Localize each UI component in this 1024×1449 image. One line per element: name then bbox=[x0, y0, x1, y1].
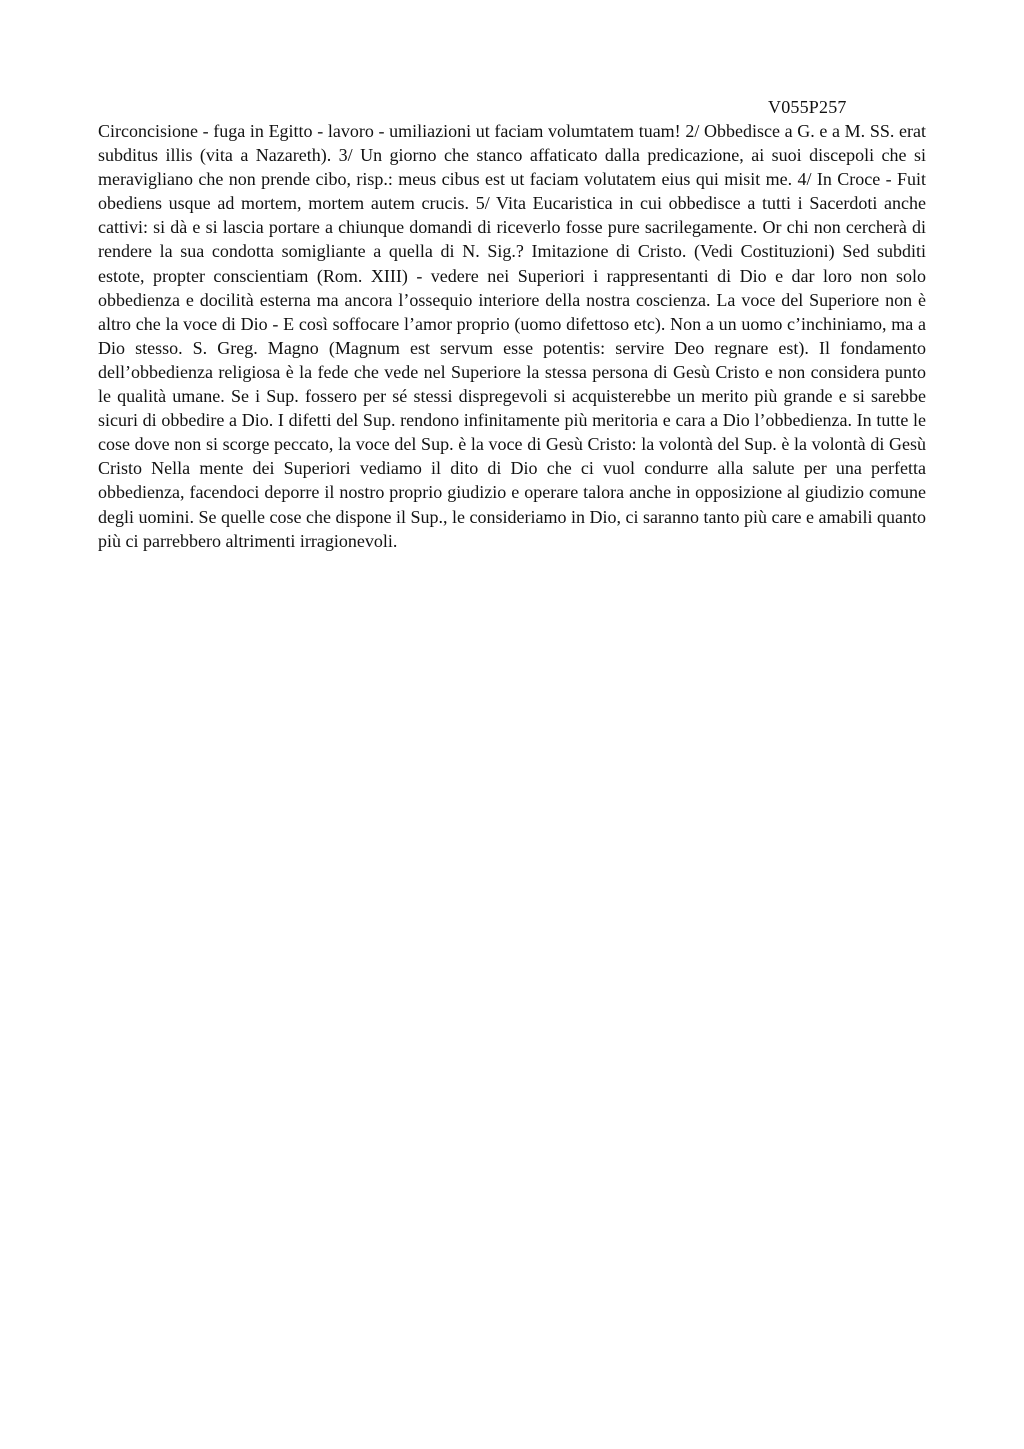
page-reference: V055P257 bbox=[768, 97, 847, 117]
body-paragraph: Circoncisione - fuga in Egitto - lavoro - umiliazioni ut faciam volumtatem tuam! 2/ Obbedisce a G. e a M. SS. erat subditus illis (vita a Nazareth). 3/ Un giorno che stanco affaticato dalla predicazione, ai suoi discepoli che si meravigliano che non prende cibo, risp.: meus cibus est ut faciam volutatem eius qui misit me. 4/ In Croce - Fuit obediens usque ad mortem, mortem autem crucis. 5/ Vita Eucaristica in cui obbedisce a tutti i Sacerdoti anche cattivi: si dà e si lascia portare a chiunque domandi di riceverlo fosse pure sacrilegamente. Or chi non cercherà di rendere la sua condotta somigliante a quella di N. Sig.? Imitazione di Cristo. (Vedi Costituzioni) Sed subditi estote, propter conscientiam (Rom. XIII) - vedere nei Superiori i rappresentanti di Dio e dar loro non solo obbedienza e docilità esterna ma ancora l’ossequio interiore della nostra coscienza. La voce del Superiore non è altro che la voce di Dio - E così soffocare l’amor proprio (uomo difettoso etc). Non a un uomo c’inchiniamo, ma a Dio stesso. S. Greg. Magno (Magnum est servum esse potentis: servire Deo regnare est). Il fondamento dell’obbedienza religiosa è la fede che vede nel Superiore la stessa persona di Gesù Cristo e non considera punto le qualità umane. Se i Sup. fossero per sé stessi dispregevoli si acquisterebbe un merito più grande e si sarebbe sicuri di obbedire a Dio. I difetti del Sup. rendono infinitamente più meritoria e cara a Dio l’obbedienza. In tutte le cose dove non si scorge peccato, la voce del Sup. è la voce di Gesù Cristo: la volontà del Sup. è la volontà di Gesù Cristo Nella mente dei Superiori vediamo il dito di Dio che ci vuol condurre alla salute per una perfetta obbedienza, facendoci deporre il nostro proprio giudizio e operare talora anche in opposizione al giudizio comune degli uomini. Se quelle cose che dispone il Sup., le consideriamo in Dio, ci saranno tanto più care e amabili quanto più ci parrebbero altrimenti irragionevoli. bbox=[98, 121, 926, 551]
